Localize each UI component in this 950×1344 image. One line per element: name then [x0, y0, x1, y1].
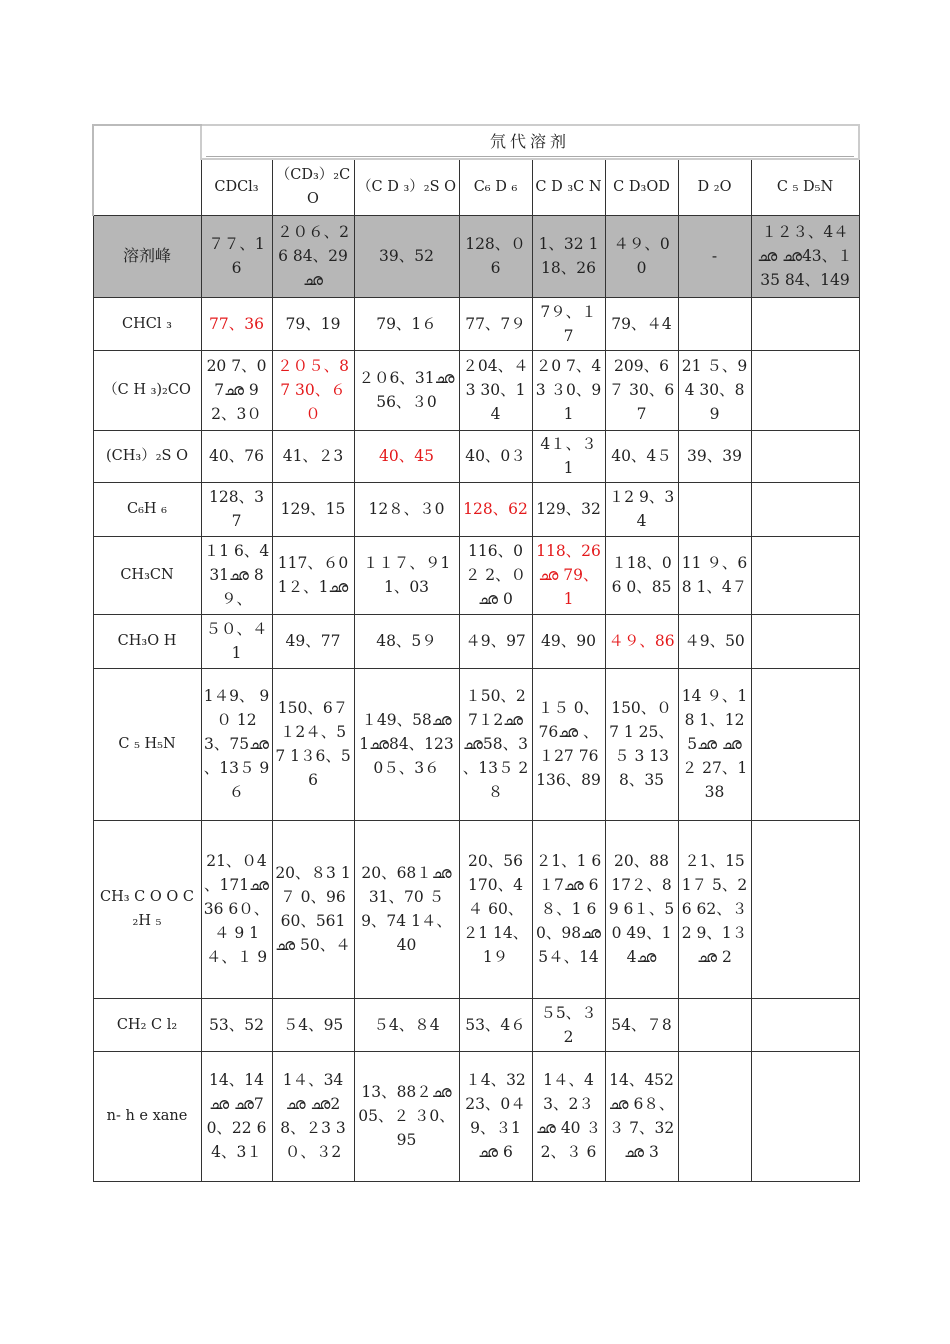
peak-cell: ７７、16: [201, 215, 272, 297]
shift-cell: １4、32 23、0４ 9、３1ഛ 6: [459, 1051, 532, 1181]
row-label: CH₃CN: [93, 536, 201, 614]
shift-cell: ２1、1 6１7ഛ 6８、1 60、98ഛ 5４、14: [532, 820, 605, 998]
shift-cell: ５5、３ 2: [532, 998, 605, 1051]
shift-cell: 13、88２ഛ 05、２ ３0、95: [354, 1051, 459, 1181]
peak-cell: １２３、4４ഛ ഛ43、１35 84、149: [751, 215, 859, 297]
peak-cell: -: [678, 215, 751, 297]
col-header: C D₃OD: [605, 159, 678, 215]
row-label: 溶剂峰: [93, 215, 201, 297]
shift-cell: ２０５、8 7 30、６０: [272, 350, 354, 430]
row-label: CH₃ C O O C ₂H ₅: [93, 820, 201, 998]
shift-cell: 12８、３0: [354, 482, 459, 536]
shift-cell: [678, 998, 751, 1051]
col-header: C₆ D ₆: [459, 159, 532, 215]
row-label: n- h e xane: [93, 1051, 201, 1181]
row-label: C ₅ H₅N: [93, 668, 201, 820]
shift-cell: 150、０7 1 25、５ 3 138、35: [605, 668, 678, 820]
shift-cell: ４9、97: [459, 614, 532, 668]
table-title-cell: [201, 125, 859, 159]
shift-cell: １18、06 0、85: [605, 536, 678, 614]
shift-cell: ４９、86: [605, 614, 678, 668]
table-row: [93, 1051, 859, 1181]
table-row: [93, 430, 859, 482]
shift-cell: [751, 536, 859, 614]
solvent-shift-table: [92, 124, 860, 1182]
shift-cell: 40、76: [201, 430, 272, 482]
shift-cell: 150、6７ １2４、5 7 1３6、5 6: [272, 668, 354, 820]
shift-cell: [678, 1051, 751, 1181]
shift-cell: [751, 430, 859, 482]
table-row: [93, 536, 859, 614]
row-label: CHCl ₃: [93, 297, 201, 350]
shift-cell: [751, 482, 859, 536]
shift-cell: ２1、15 1７ 5、26 62、３2 9、1３ഛ 2: [678, 820, 751, 998]
shift-cell: 4１、３ 1: [532, 430, 605, 482]
shift-cell: [678, 482, 751, 536]
peak-cell: 39、52: [354, 215, 459, 297]
col-header: D ₂O: [678, 159, 751, 215]
shift-cell: 14、14ഛ ഛ70、22 64、3１: [201, 1051, 272, 1181]
shift-cell: １１７、９1 1、03: [354, 536, 459, 614]
row-label: (CH₃）₂S O: [93, 430, 201, 482]
shift-cell: ５4、８4: [354, 998, 459, 1051]
shift-cell: [751, 998, 859, 1051]
table-row: [93, 668, 859, 820]
col-header: C ₅ D₅N: [751, 159, 859, 215]
shift-cell: １50、2 7１2ഛ ഛ58、3 、13５ 2８: [459, 668, 532, 820]
shift-cell: 20 7、07ഛ 92、3０: [201, 350, 272, 430]
shift-cell: [751, 820, 859, 998]
shift-cell: 117、６0 1２、1ഛ: [272, 536, 354, 614]
shift-cell: 21 ５、94 30、89: [678, 350, 751, 430]
shift-cell: 20、68１ഛ 31、70 ５9、74 1４、40: [354, 820, 459, 998]
shift-cell: ２０6、31ഛ 56、３0: [354, 350, 459, 430]
shift-cell: 49、90: [532, 614, 605, 668]
shift-cell: [751, 614, 859, 668]
shift-cell: ２04、４ 3 30、14: [459, 350, 532, 430]
shift-cell: 129、15: [272, 482, 354, 536]
row-label: CH₂ C l₂: [93, 998, 201, 1051]
table-row: [93, 482, 859, 536]
shift-cell: 39、39: [678, 430, 751, 482]
solvent-peak-row: [93, 215, 859, 297]
shift-cell: 20、８3 1７ 0、96 60、561ഛ 50、４: [272, 820, 354, 998]
peak-cell: 128、０ 6: [459, 215, 532, 297]
shift-cell: 128、62: [459, 482, 532, 536]
shift-cell: 40、45: [354, 430, 459, 482]
shift-cell: 53、4６: [459, 998, 532, 1051]
shift-cell: 128、3 7: [201, 482, 272, 536]
shift-cell: １2 9、34: [605, 482, 678, 536]
shift-cell: 40、0３: [459, 430, 532, 482]
row-label: C₆H ₆: [93, 482, 201, 536]
shift-cell: １1 6、431ഛ 8９、: [201, 536, 272, 614]
shift-cell: 116、0２ 2、０ഛ 0: [459, 536, 532, 614]
shift-cell: 54、７8: [605, 998, 678, 1051]
shift-cell: [751, 668, 859, 820]
shift-cell: 14、452ഛ 6８、３ 7、32ഛ 3: [605, 1051, 678, 1181]
shift-cell: 129、32: [532, 482, 605, 536]
shift-cell: 14 ９、18 1、125ഛ ഛ２ 27、138: [678, 668, 751, 820]
shift-cell: [751, 1051, 859, 1181]
shift-cell: 48、5９: [354, 614, 459, 668]
shift-cell: 79、19: [272, 297, 354, 350]
shift-cell: 20、88 17２、8 9 6１、50 49、14ഛ: [605, 820, 678, 998]
shift-cell: [751, 297, 859, 350]
shift-cell: 77、7９: [459, 297, 532, 350]
table-row: [93, 820, 859, 998]
col-header: CDCl₃: [201, 159, 272, 215]
col-header: （CD₃）₂CO: [272, 159, 354, 215]
corner-cell: [93, 125, 201, 215]
shift-cell: 118、26ഛ 79、1: [532, 536, 605, 614]
shift-cell: １49、58ഛ 1ഛ84、123 0５、3６: [354, 668, 459, 820]
peak-cell: ２０６、26 84、29ഛ: [272, 215, 354, 297]
shift-cell: 77、36: [201, 297, 272, 350]
shift-cell: 20、56 170、4４ 60、２1 14、1９: [459, 820, 532, 998]
shift-cell: ５4、95: [272, 998, 354, 1051]
peak-cell: 1、32 118、26: [532, 215, 605, 297]
col-header: C D ₃C N: [532, 159, 605, 215]
shift-cell: 1４、4 3、2３ഛ 40 ３2、３ 6: [532, 1051, 605, 1181]
shift-cell: 1４9、 9０ 12 3、75ഛ 、13５ 9６: [201, 668, 272, 820]
shift-cell: 40、4５: [605, 430, 678, 482]
shift-cell: 209、6７ 30、67: [605, 350, 678, 430]
shift-cell: 1４、34ഛ ഛ28、２3 3０、３2: [272, 1051, 354, 1181]
shift-cell: 49、77: [272, 614, 354, 668]
table-row: [93, 614, 859, 668]
shift-cell: １５ 0、76ഛ 、１27 76 136、89: [532, 668, 605, 820]
shift-cell: 79、1６: [354, 297, 459, 350]
shift-cell: ５０、４ 1: [201, 614, 272, 668]
row-label: CH₃O H: [93, 614, 201, 668]
shift-cell: ４9、50: [678, 614, 751, 668]
shift-cell: 53、52: [201, 998, 272, 1051]
header-row: [93, 159, 859, 215]
shift-cell: [678, 297, 751, 350]
table-row: [93, 297, 859, 350]
peak-cell: ４９、0 0: [605, 215, 678, 297]
table-row: [93, 350, 859, 430]
table-row: [93, 998, 859, 1051]
col-header: （C D ₃）₂S O: [354, 159, 459, 215]
shift-cell: 7９、１ 7: [532, 297, 605, 350]
row-label: （C H ₃)₂CO: [93, 350, 201, 430]
shift-cell: 11 ９、68 1、4７: [678, 536, 751, 614]
table-title: 氘代溶剂: [206, 128, 854, 157]
shift-cell: 79、４4: [605, 297, 678, 350]
solvent-table-container: [92, 124, 858, 1182]
shift-cell: ２0 7、43 ３0、91: [532, 350, 605, 430]
shift-cell: [751, 350, 859, 430]
shift-cell: 41、２3: [272, 430, 354, 482]
shift-cell: 21、０4 、171ഛ 36 6０、４ 9 1４、１ 9: [201, 820, 272, 998]
